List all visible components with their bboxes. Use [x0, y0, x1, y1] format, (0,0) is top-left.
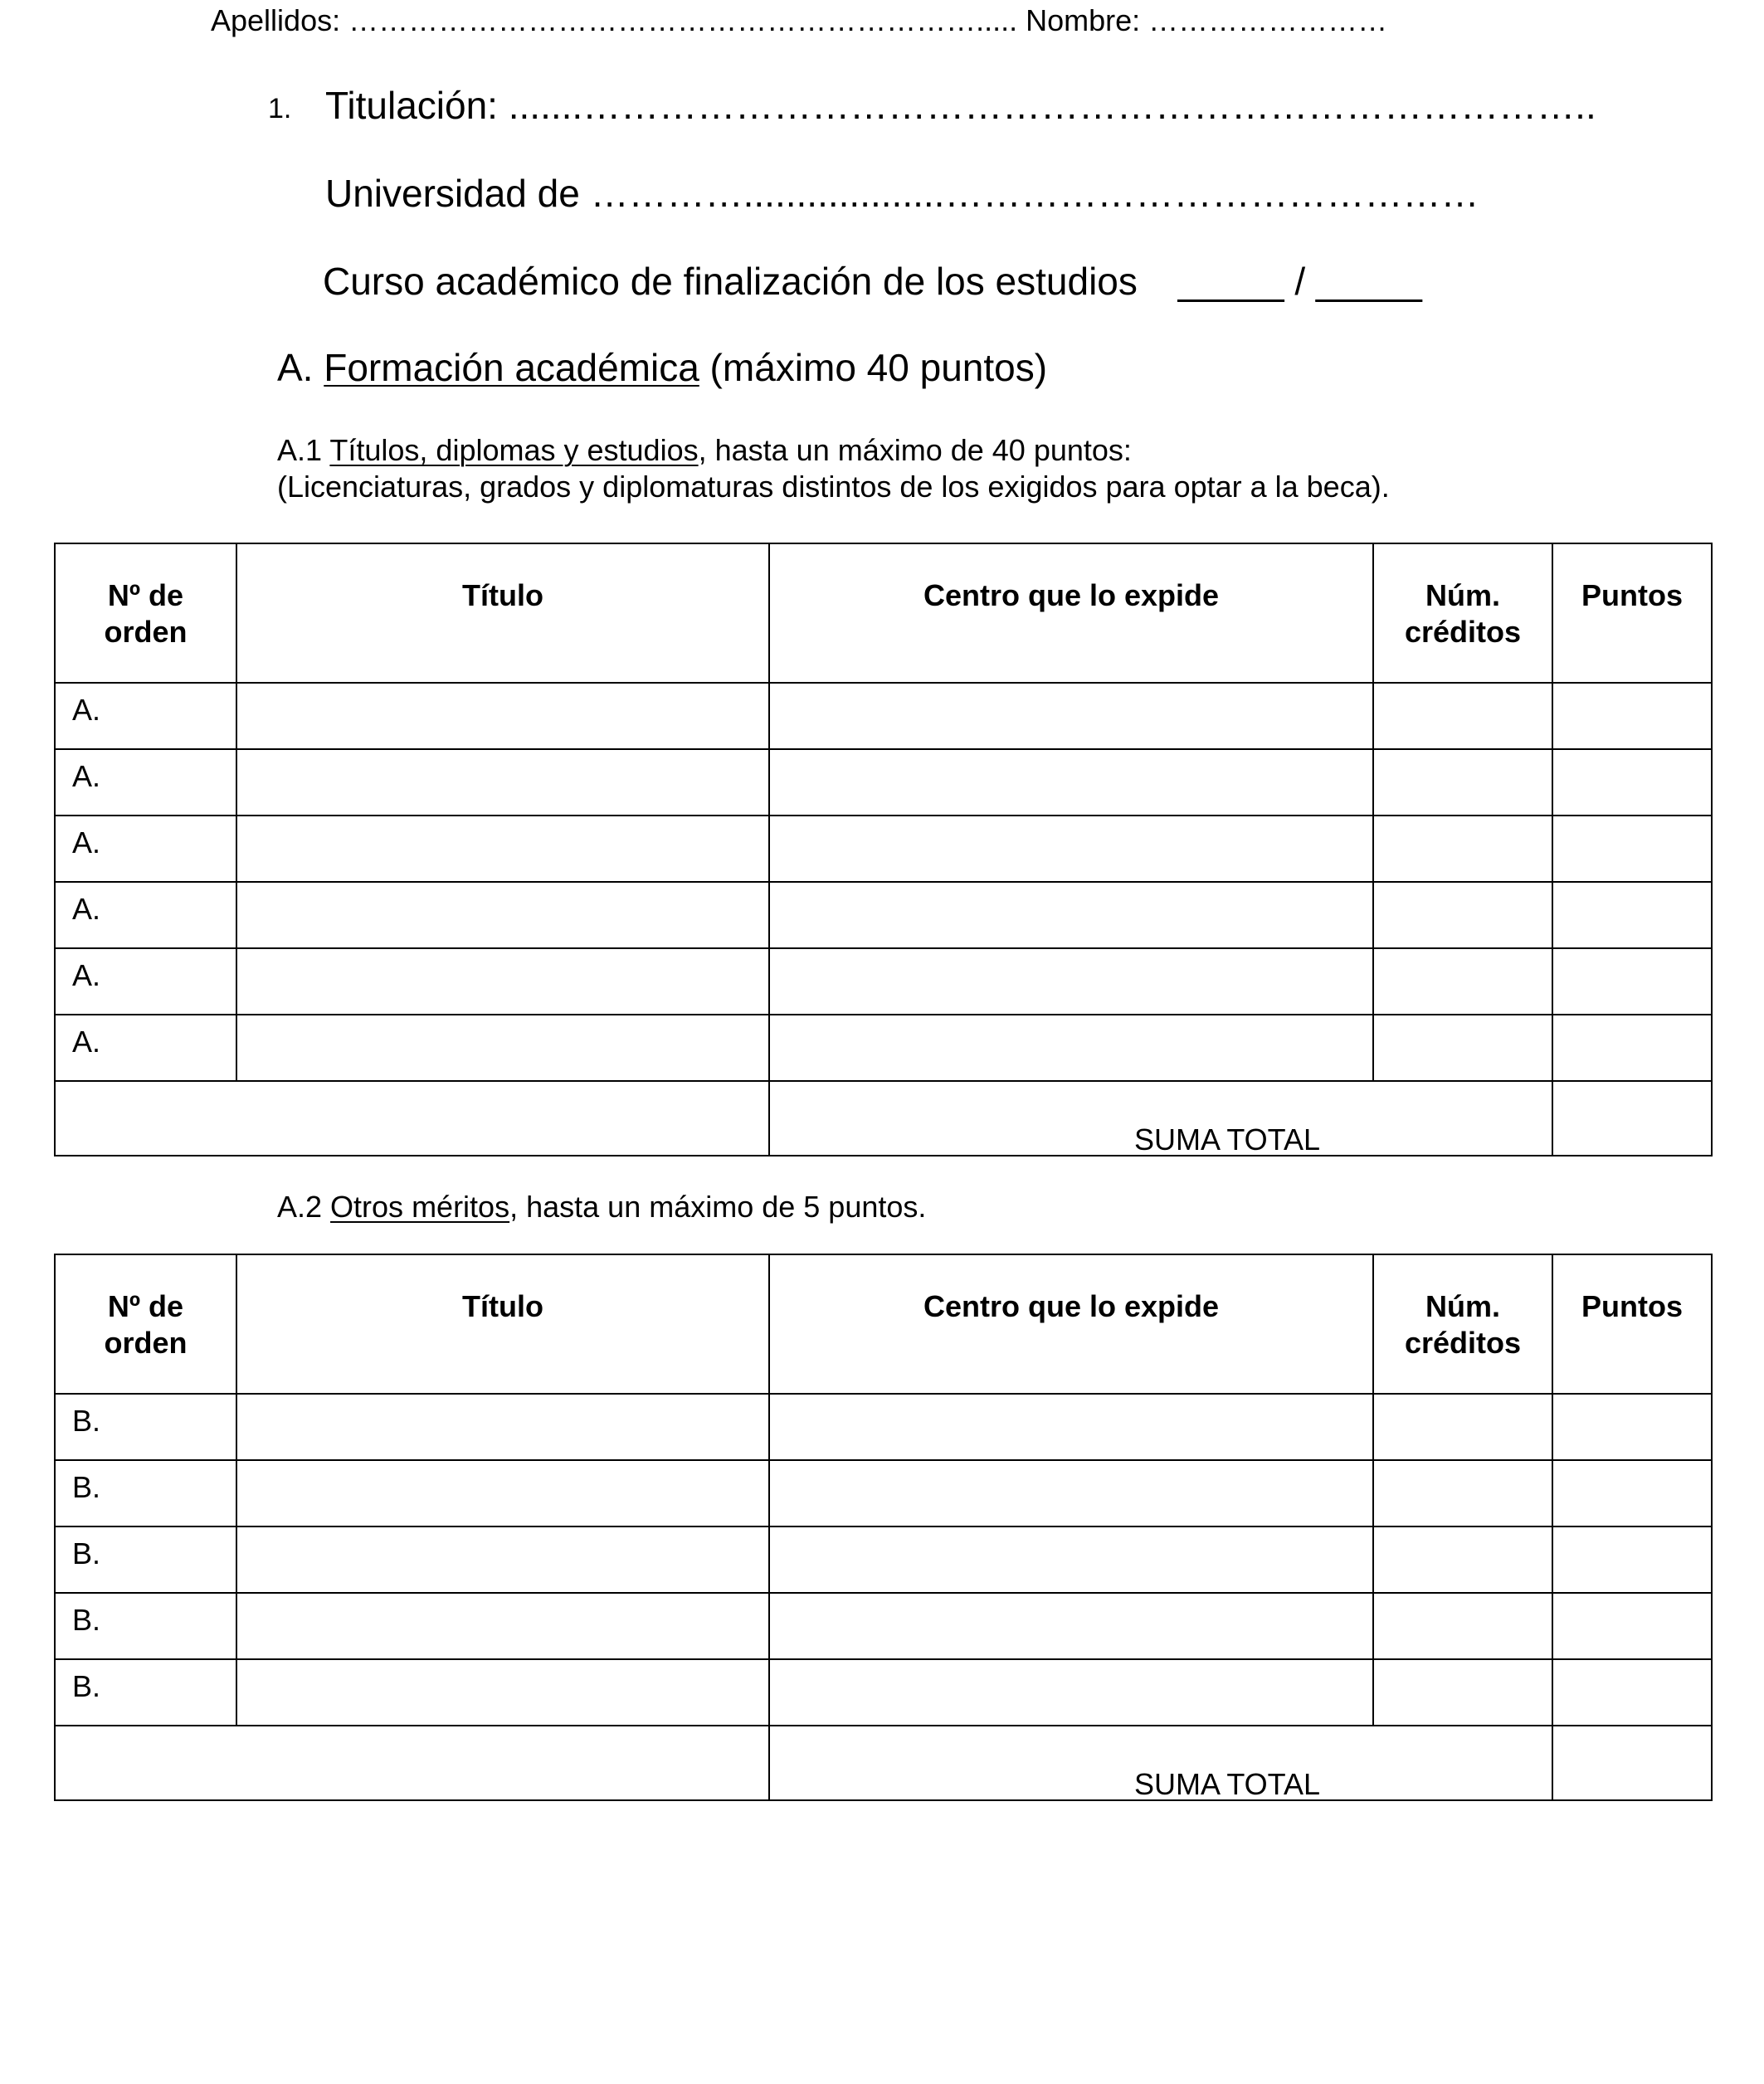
puntos-cell[interactable]: [1552, 882, 1712, 948]
creditos-cell[interactable]: [1373, 1394, 1552, 1460]
a2-heading: [277, 1190, 926, 1225]
header-orden-line1: Nº de: [107, 578, 184, 612]
header-orden-line2: orden: [104, 1326, 188, 1360]
header-orden: [55, 1254, 236, 1394]
centro-cell[interactable]: [769, 1394, 1373, 1460]
creditos-cell[interactable]: [1373, 1593, 1552, 1659]
header-titulo: Título: [236, 543, 769, 683]
header-centro: Centro que lo expide: [769, 1254, 1373, 1394]
apellidos-label: Apellidos:: [211, 3, 349, 37]
creditos-cell[interactable]: [1373, 1659, 1552, 1726]
titulo-cell[interactable]: [236, 683, 769, 749]
creditos-cell[interactable]: [1373, 749, 1552, 816]
orden-cell: A.: [55, 816, 236, 882]
orden-cell: B.: [55, 1526, 236, 1593]
centro-cell[interactable]: [769, 1659, 1373, 1726]
puntos-cell[interactable]: [1552, 749, 1712, 816]
suma-total-label: SUMA TOTAL: [1133, 1122, 1321, 1156]
curso-line: [323, 259, 1422, 304]
a1-prefix: A.1: [277, 433, 330, 467]
centro-cell[interactable]: [769, 1460, 1373, 1526]
orden-cell: B.: [55, 1394, 236, 1460]
header-orden-line2: orden: [104, 615, 188, 649]
a1-suffix: , hasta un máximo de 40 puntos:: [698, 433, 1132, 467]
titulacion-field[interactable]: Titulación: .......……………………………………………………………………..: [325, 84, 1596, 127]
titulo-cell[interactable]: [236, 1659, 769, 1726]
nombre-field[interactable]: ……………………: [1148, 3, 1388, 37]
table-row: [55, 683, 1712, 749]
table-a1: [54, 543, 1713, 1156]
a1-heading: [277, 433, 1132, 468]
titulo-cell[interactable]: [236, 1015, 769, 1081]
orden-cell: A.: [55, 749, 236, 816]
header-orden: [55, 543, 236, 683]
puntos-cell[interactable]: [1552, 683, 1712, 749]
table-header-row: [55, 1254, 1712, 1394]
puntos-cell[interactable]: [1552, 1460, 1712, 1526]
titulo-cell[interactable]: [236, 948, 769, 1015]
section-a-prefix: A.: [277, 346, 324, 389]
orden-cell: A.: [55, 1015, 236, 1081]
centro-cell[interactable]: [769, 948, 1373, 1015]
section-a-heading: [277, 345, 1047, 390]
titulo-cell[interactable]: [236, 816, 769, 882]
orden-cell: B.: [55, 1460, 236, 1526]
header-creditos-line1: Núm.: [1425, 578, 1500, 612]
titulo-cell[interactable]: [236, 1394, 769, 1460]
centro-cell[interactable]: [769, 749, 1373, 816]
total-empty-cell: [55, 1726, 769, 1800]
suma-total-label-cell: [769, 1081, 1552, 1156]
table-row: [55, 816, 1712, 882]
table-row: [55, 1015, 1712, 1081]
puntos-cell[interactable]: [1552, 1394, 1712, 1460]
orden-cell: B.: [55, 1659, 236, 1726]
orden-cell: A.: [55, 948, 236, 1015]
header-orden-line1: Nº de: [107, 1289, 184, 1323]
curso-label: Curso académico de finalización de los estudios: [323, 260, 1138, 303]
creditos-cell[interactable]: [1373, 948, 1552, 1015]
table-row: [55, 1394, 1712, 1460]
header-puntos: Puntos: [1552, 543, 1712, 683]
titulo-cell[interactable]: [236, 749, 769, 816]
curso-field[interactable]: _____ / _____: [1177, 260, 1422, 303]
puntos-cell[interactable]: [1552, 1593, 1712, 1659]
creditos-cell[interactable]: [1373, 1460, 1552, 1526]
header-creditos-line2: créditos: [1404, 1326, 1522, 1360]
a1-note: (Licenciaturas, grados y diplomaturas distintos de los exigidos para optar a la beca).: [277, 470, 1390, 504]
puntos-cell[interactable]: [1552, 1015, 1712, 1081]
table-row: [55, 882, 1712, 948]
suma-total-label: SUMA TOTAL: [1133, 1767, 1321, 1801]
centro-cell[interactable]: [769, 683, 1373, 749]
a2-title: Otros méritos: [330, 1190, 510, 1224]
orden-cell: A.: [55, 882, 236, 948]
total-empty-cell: [55, 1081, 769, 1156]
table-row: [55, 1526, 1712, 1593]
orden-cell: B.: [55, 1593, 236, 1659]
table-header-row: [55, 543, 1712, 683]
puntos-cell[interactable]: [1552, 948, 1712, 1015]
titulo-cell[interactable]: [236, 1526, 769, 1593]
header-puntos: Puntos: [1552, 1254, 1712, 1394]
table-a2: [54, 1254, 1713, 1801]
centro-cell[interactable]: [769, 882, 1373, 948]
apellidos-field[interactable]: ……………………………………………………….....: [348, 3, 1018, 37]
creditos-cell[interactable]: [1373, 882, 1552, 948]
orden-cell: A.: [55, 683, 236, 749]
section-a-title: Formación académica: [324, 346, 699, 389]
universidad-field[interactable]: Universidad de …………...................……………………………………: [325, 172, 1479, 215]
item-number: 1.: [268, 93, 292, 124]
suma-total-label-cell: [769, 1726, 1552, 1800]
centro-cell[interactable]: [769, 1593, 1373, 1659]
creditos-cell[interactable]: [1373, 683, 1552, 749]
table-row: [55, 948, 1712, 1015]
table-row: [55, 1460, 1712, 1526]
a1-title: Títulos, diplomas y estudios: [329, 433, 699, 467]
header-creditos: [1373, 1254, 1552, 1394]
titulo-cell[interactable]: [236, 1460, 769, 1526]
titulo-cell[interactable]: [236, 1593, 769, 1659]
creditos-cell[interactable]: [1373, 1015, 1552, 1081]
header-creditos-line2: créditos: [1404, 615, 1522, 649]
nombre-label: Nombre:: [1017, 3, 1149, 37]
puntos-cell[interactable]: [1552, 1659, 1712, 1726]
table-row: [55, 1593, 1712, 1659]
header-creditos-line1: Núm.: [1425, 1289, 1500, 1323]
centro-cell[interactable]: [769, 816, 1373, 882]
suma-total-value[interactable]: [1552, 1081, 1712, 1156]
table-row: [55, 1659, 1712, 1726]
total-row: [55, 1081, 1712, 1156]
a2-suffix: , hasta un máximo de 5 puntos.: [509, 1190, 927, 1224]
creditos-cell[interactable]: [1373, 816, 1552, 882]
header-creditos: [1373, 543, 1552, 683]
puntos-cell[interactable]: [1552, 816, 1712, 882]
puntos-cell[interactable]: [1552, 1526, 1712, 1593]
section-a-suffix: (máximo 40 puntos): [699, 346, 1048, 389]
header-centro: Centro que lo expide: [769, 543, 1373, 683]
titulo-cell[interactable]: [236, 882, 769, 948]
header-name-line: [211, 3, 1387, 38]
centro-cell[interactable]: [769, 1526, 1373, 1593]
creditos-cell[interactable]: [1373, 1526, 1552, 1593]
table-row: [55, 749, 1712, 816]
a2-prefix: A.2: [277, 1190, 331, 1224]
centro-cell[interactable]: [769, 1015, 1373, 1081]
suma-total-value[interactable]: [1552, 1726, 1712, 1800]
header-titulo: Título: [236, 1254, 769, 1394]
total-row: [55, 1726, 1712, 1800]
